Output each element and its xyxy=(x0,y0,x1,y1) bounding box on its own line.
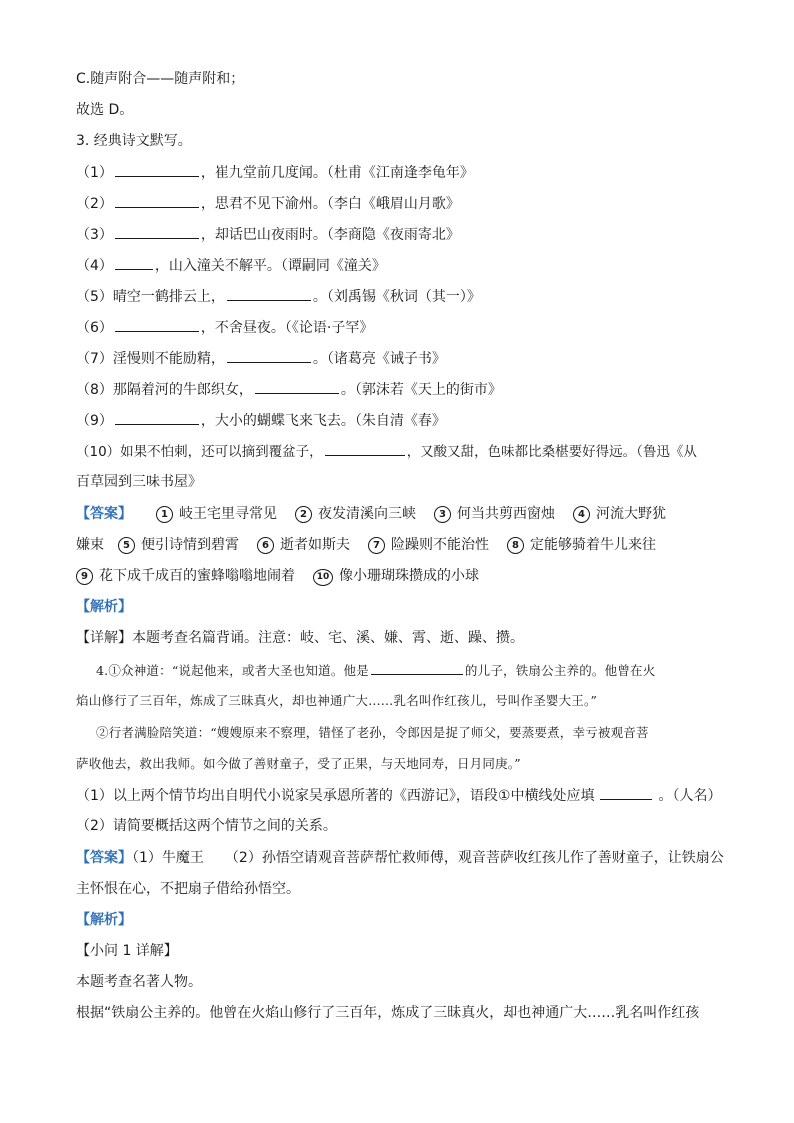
passage-line: 萨收他去，救出我师。如今做了善财童子，受了正果，与天地同寿，日月同庚。” xyxy=(76,756,521,771)
passage-text: 的儿子，铁扇公主养的。他曾在火 xyxy=(464,663,656,678)
answer-text: 岐王宅里寻常见 xyxy=(179,506,277,522)
blank-line xyxy=(115,410,199,425)
passage-line: 焰山修行了三百年，炼成了三昧真火，却也神通广大……乳名叫作红孩儿，号叫作圣婴大王。” xyxy=(76,693,598,708)
blank-line xyxy=(115,193,199,208)
answer-text: 险躁则不能治性 xyxy=(391,537,489,553)
item-text: ，大小的蝴蝶飞来飞去。（朱自清《春》 xyxy=(200,413,446,429)
blank-line xyxy=(371,660,463,675)
answer-text: 河流大野犹 xyxy=(596,506,666,522)
answer-text: 像小珊瑚珠攒成的小球 xyxy=(339,568,479,584)
sub-question-text: （1）以上两个情节均出自明代小说家吴承恩所著的《西游记》，语段①中横线处应填 xyxy=(76,788,595,804)
item-text: ，思君不见下渝州。（李白《峨眉山月歌》 xyxy=(200,196,460,212)
item-text: 。（郭沫若《天上的街市》 xyxy=(340,382,502,398)
sub-heading: 【小问 1 详解】 xyxy=(76,943,178,959)
detail-line xyxy=(76,628,736,648)
answer-item xyxy=(368,535,489,555)
blank-line xyxy=(115,317,199,332)
fill-blank-item xyxy=(76,379,736,400)
answer-text: 花下成千成百的蜜蜂嗡嗡地闹着 xyxy=(99,568,295,584)
text-line: C.随声附合——随声附和； xyxy=(76,71,245,87)
detail-tag: 【详解】 xyxy=(76,630,132,646)
fill-blank-item xyxy=(76,193,736,214)
answer-row xyxy=(76,566,736,586)
fill-blank-item xyxy=(76,410,736,431)
answer-item xyxy=(76,535,239,555)
item-prefix: （2） xyxy=(76,196,113,212)
passage-text: 4.①众神道：“说起他来，或者大圣也知道。他是 xyxy=(96,663,369,678)
analysis-tag: 【解析】 xyxy=(76,912,132,928)
answer-item xyxy=(295,504,416,524)
fill-blank-item xyxy=(76,162,736,183)
answer-item xyxy=(313,566,479,586)
item-text: 。（诸葛亮《诫子书》 xyxy=(312,351,446,367)
answer-row xyxy=(76,848,736,868)
item-text: ，不舍昼夜。（《论语·子罕》 xyxy=(200,320,374,336)
circled-number: 8 xyxy=(507,537,524,554)
answer-item xyxy=(76,566,295,586)
fill-blank-item xyxy=(76,255,736,276)
text-line: 根据“铁扇公主养的。他曾在火焰山修行了三百年，炼成了三昧真火，却也神通广大……乳名叫作红孩 xyxy=(76,1005,700,1021)
answer-row xyxy=(76,535,736,555)
answer-item xyxy=(434,504,555,524)
item-prefix: （9） xyxy=(76,413,113,429)
analysis-tag: 【解析】 xyxy=(76,599,132,615)
answer-text: 嫌束 xyxy=(76,537,104,553)
item-prefix: （10）如果不怕刺，还可以摘到覆盆子， xyxy=(76,444,323,460)
text-line: 本题考查名著人物。 xyxy=(76,974,202,990)
item-text: ，崔九堂前几度闻。（杜甫《江南逢李龟年》 xyxy=(200,165,474,181)
circled-number: 3 xyxy=(434,506,451,523)
item-prefix: （6） xyxy=(76,320,113,336)
circled-number: 4 xyxy=(573,506,590,523)
circled-number: 1 xyxy=(156,506,173,523)
fill-blank-item xyxy=(76,286,736,307)
answer-text: 何当共剪西窗烛 xyxy=(457,506,555,522)
blank-line xyxy=(115,255,153,270)
text-line: 故选 D。 xyxy=(76,102,134,118)
answer-item xyxy=(257,535,350,555)
fill-blank-item xyxy=(76,348,736,369)
answer-item xyxy=(156,504,277,524)
item-text: 。（刘禹锡《秋词（其一）》 xyxy=(312,289,481,305)
circled-number: 9 xyxy=(76,568,93,585)
blank-line xyxy=(255,379,339,394)
circled-number: 7 xyxy=(368,537,385,554)
answer-item xyxy=(507,535,656,555)
blank-line xyxy=(115,162,199,177)
answer-row: 主怀恨在心，不把扇子借给孙悟空。 xyxy=(76,881,300,897)
circled-number: 2 xyxy=(295,506,312,523)
circled-number: 10 xyxy=(313,569,333,586)
item-prefix: （1） xyxy=(76,165,113,181)
sub-question-text: 。（人名） xyxy=(658,788,722,804)
fill-blank-item xyxy=(76,224,736,245)
item-prefix: （4） xyxy=(76,258,113,274)
item-prefix: （5）晴空一鹤排云上， xyxy=(76,289,225,305)
blank-line xyxy=(227,348,311,363)
answer-row xyxy=(76,504,736,524)
answer-text: 定能够骑着牛儿来往 xyxy=(530,537,656,553)
blank-line xyxy=(600,785,652,800)
item-text: ，又酸又甜，色味都比桑椹要好得远。（鲁迅《从 xyxy=(406,444,697,460)
item-text: ，却话巴山夜雨时。（李商隐《夜雨寄北》 xyxy=(200,227,460,243)
question-heading: 3. 经典诗文默写。 xyxy=(76,133,192,149)
circled-number: 5 xyxy=(118,537,135,554)
answer-tag: 【答案】 xyxy=(76,850,132,866)
detail-text: 本题考查名篇背诵。注意：岐、宅、溪、嫌、霄、逝、躁、攒。 xyxy=(132,630,524,646)
answer-item xyxy=(573,504,666,524)
blank-line xyxy=(227,286,311,301)
answer-text: 夜发清溪向三峡 xyxy=(318,506,416,522)
item-prefix: （8）那隔着河的牛郎织女， xyxy=(76,382,253,398)
fill-blank-item xyxy=(76,441,736,462)
passage-line xyxy=(96,660,736,681)
passage-line: ②行者满脸陪笑道：“嫂嫂原来不察理，错怪了老孙，令郎因是捉了师父，要蒸要煮，幸亏被观音菩 xyxy=(96,725,649,740)
item-prefix: （3） xyxy=(76,227,113,243)
item-prefix: （7）淫慢则不能励精， xyxy=(76,351,225,367)
sub-question xyxy=(76,785,736,806)
blank-line xyxy=(325,441,405,456)
sub-question: （2）请简要概括这两个情节之间的关系。 xyxy=(76,818,337,834)
blank-line xyxy=(115,224,199,239)
answer-text: 逝者如斯夫 xyxy=(280,537,350,553)
answer-text: 便引诗情到碧霄 xyxy=(141,537,239,553)
answer-text: （1）牛魔王 （2）孙悟空请观音菩萨帮忙救师傅，观音菩萨收红孩儿作了善财童子，让铁扇公 xyxy=(132,850,724,866)
item-text: ，山入潼关不解平。（谭嗣同《潼关》 xyxy=(154,258,386,274)
circled-number: 6 xyxy=(257,537,274,554)
fill-blank-item xyxy=(76,317,736,338)
answer-tag: 【答案】 xyxy=(76,506,132,522)
text-line: 百草园到三味书屋》 xyxy=(76,474,202,490)
